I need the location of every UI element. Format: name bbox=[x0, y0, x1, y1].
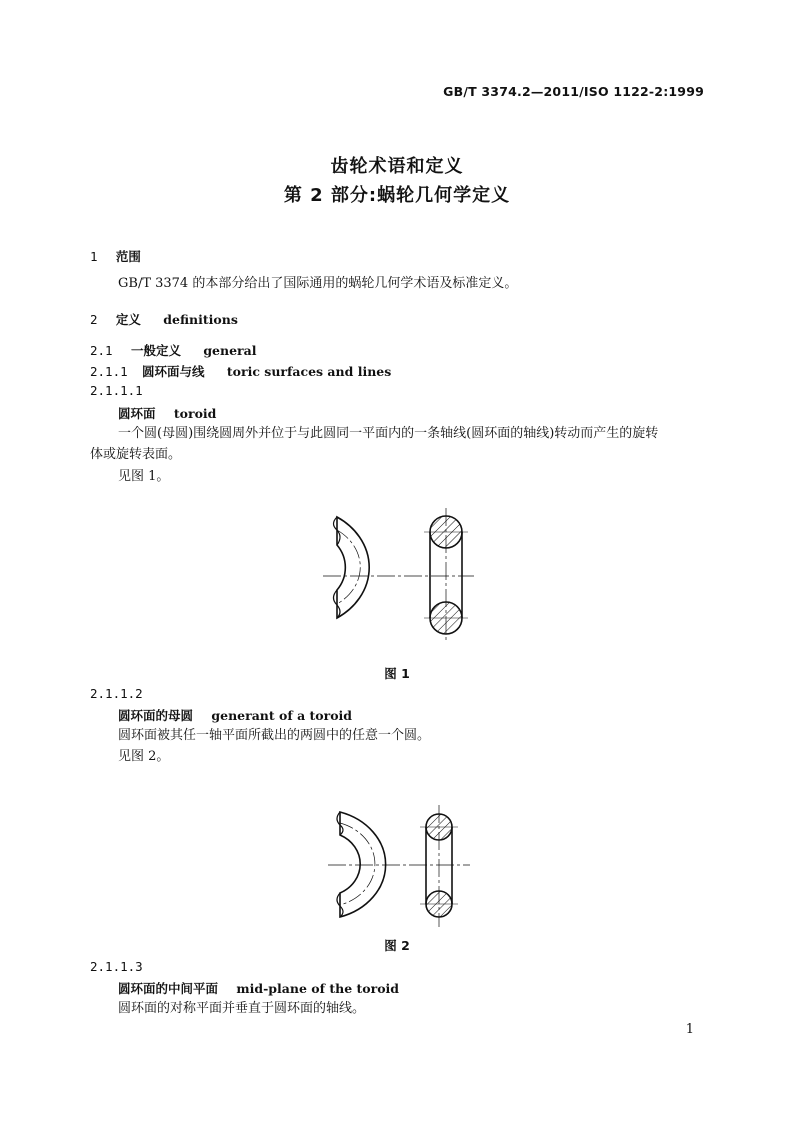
document-title: 齿轮术语和定义 bbox=[330, 156, 464, 177]
page-number: 1 bbox=[685, 1022, 694, 1037]
term-en: mid-plane of the toroid bbox=[236, 981, 400, 996]
term-number: 2.1.1.2 bbox=[90, 686, 143, 701]
figure-2-toroid-drawing bbox=[0, 805, 794, 935]
section-title: 范围 bbox=[115, 249, 141, 264]
section-title-en: general bbox=[203, 343, 257, 358]
section-number: 2.1 bbox=[90, 343, 113, 358]
term-heading bbox=[118, 706, 352, 724]
term-zh: 圆环面的中间平面 bbox=[118, 981, 219, 996]
section-title-en: toric surfaces and lines bbox=[226, 364, 392, 379]
term-definition-line2: 体或旋转表面。 bbox=[90, 447, 182, 462]
section-title: 一般定义 bbox=[130, 343, 181, 358]
term-number: 2.1.1.1 bbox=[90, 383, 143, 398]
half-ring-shape bbox=[340, 812, 386, 917]
figure-2-caption: 图 2 bbox=[384, 938, 410, 953]
figure-1-caption: 图 1 bbox=[384, 666, 410, 681]
section-2-1-heading bbox=[90, 341, 256, 359]
section-title: 定义 bbox=[115, 312, 141, 327]
section-1-heading bbox=[90, 247, 141, 265]
section-title: 圆环面与线 bbox=[142, 364, 205, 379]
term-definition-line1: 一个圆(母圆)围绕圆周外并位于与此圆同一平面内的一条轴线(圆环面的轴线)转动而产生的旋转 bbox=[118, 426, 659, 441]
half-ring-shape bbox=[337, 517, 369, 618]
figure-reference: 见图 1。 bbox=[118, 469, 170, 484]
term-number: 2.1.1.3 bbox=[90, 959, 143, 974]
term-definition: 圆环面的对称平面并垂直于圆环面的轴线。 bbox=[118, 1001, 366, 1016]
term-heading bbox=[118, 979, 399, 997]
figure-1-toroid-drawing bbox=[0, 500, 794, 680]
section-number: 2.1.1 bbox=[90, 364, 128, 379]
figure-reference: 见图 2。 bbox=[118, 749, 170, 764]
term-zh: 圆环面 bbox=[118, 406, 156, 421]
standard-code: GB/T 3374.2—2011/ISO 1122-2:1999 bbox=[443, 84, 704, 99]
term-zh: 圆环面的母圆 bbox=[118, 708, 194, 723]
term-en: generant of a toroid bbox=[211, 708, 353, 723]
section-1-body: GB/T 3374 的本部分给出了国际通用的蜗轮几何学术语及标准定义。 bbox=[118, 276, 518, 291]
section-2-1-1-heading bbox=[90, 362, 391, 380]
document-subtitle: 第 2 部分:蜗轮几何学定义 bbox=[283, 185, 511, 206]
term-en: toroid bbox=[173, 406, 217, 421]
term-heading bbox=[118, 404, 216, 422]
term-definition: 圆环面被其任一轴平面所截出的两圆中的任意一个圆。 bbox=[118, 728, 431, 743]
section-number: 2 bbox=[90, 312, 98, 327]
section-number: 1 bbox=[90, 249, 98, 264]
section-title-en: definitions bbox=[163, 312, 238, 327]
section-2-heading bbox=[90, 310, 238, 328]
